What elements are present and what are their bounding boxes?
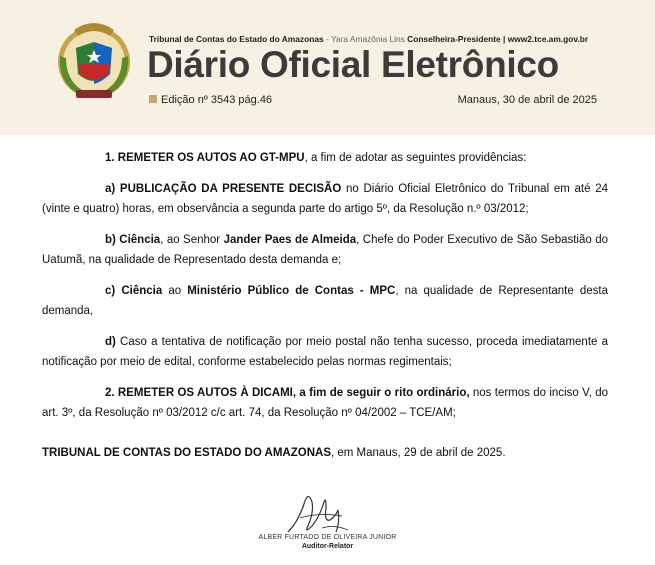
text: nos termos do inciso V, do art. 3º, da Resolução nº 03/2012 c/c art. 74, da Resolução nº 04/2002 – TCE/AM; xyxy=(42,387,609,419)
bold-text: b) Ciência xyxy=(105,234,161,246)
tce-am-crest-icon xyxy=(48,12,140,104)
text: no Diário Oficial Eletrônico do Tribunal em até 24 (vinte e quatro) horas, em observância a segunda parte do artigo 5º, da Resolução n.º 03/2012; xyxy=(42,183,608,215)
bold-text: Jander Paes de Almeida xyxy=(223,234,357,246)
paragraph-item-2 xyxy=(42,383,608,423)
paragraph-item-c xyxy=(42,281,608,321)
publication-date: Manaus, 30 de abril de 2025 xyxy=(457,94,597,106)
president-title: Conselheira-Presidente xyxy=(404,34,501,44)
paragraph-item-b xyxy=(42,230,608,270)
bold-text: TRIBUNAL DE CONTAS DO ESTADO DO AMAZONAS xyxy=(42,447,331,459)
text: , ao Senhor xyxy=(160,234,224,246)
edition-text: Edição nº 3543 pág.46 xyxy=(161,94,273,106)
handwritten-signature-icon xyxy=(278,482,358,540)
text: ao xyxy=(162,285,188,297)
institution-name: Tribunal de Contas do Estado do Amazonas xyxy=(149,34,324,44)
page-title: Diário Oficial Eletrônico xyxy=(147,44,559,85)
bullet-square-icon xyxy=(149,95,157,103)
bold-text: Ministério Público de Contas - MPC xyxy=(187,285,396,297)
president-name: Yara Amazônia Lins xyxy=(330,34,405,44)
text: Caso a tentativa de notificação por meio postal não tenha sucesso, proceda imediatamente a notificação por meio de edital, conforme estabelecido pelas normas regimentais; xyxy=(42,336,608,368)
bold-text: d) xyxy=(105,336,116,348)
closing-paragraph xyxy=(42,443,608,463)
edition-info xyxy=(149,94,272,106)
text: , na qualidade de Representante desta demanda, xyxy=(42,285,609,317)
separator: | xyxy=(500,34,508,44)
paragraph-item-a xyxy=(42,179,608,219)
separator: - xyxy=(323,34,331,44)
text: , em Manaus, 29 de abril de 2025. xyxy=(331,447,506,459)
paragraph-item-1 xyxy=(42,148,608,168)
paragraph-item-d xyxy=(42,332,608,372)
bold-text: a) PUBLICAÇÃO DA PRESENTE DECISÃO xyxy=(105,183,342,195)
text: , Chefe do Poder Executivo de São Sebastião do Uatumã, na qualidade de Representado desta demanda e; xyxy=(42,234,608,266)
bold-text: c) Ciência xyxy=(105,285,163,297)
signatory-name: ALBER FURTADO DE OLIVEIRA JUNIOR xyxy=(258,534,397,541)
bold-text: 1. REMETER OS AUTOS AO GT-MPU xyxy=(105,152,305,164)
signatory-role: Auditor-Relator xyxy=(301,543,354,550)
bold-text: 2. REMETER OS AUTOS À DICAMI, a fim de seguir o rito ordinário, xyxy=(105,387,470,399)
header-institution-line xyxy=(149,34,588,44)
document-body xyxy=(42,148,608,463)
text: , a fim de adotar as seguintes providências: xyxy=(304,152,527,164)
website-text: www2.tce.am.gov.br xyxy=(507,34,589,44)
page-header xyxy=(0,0,655,135)
